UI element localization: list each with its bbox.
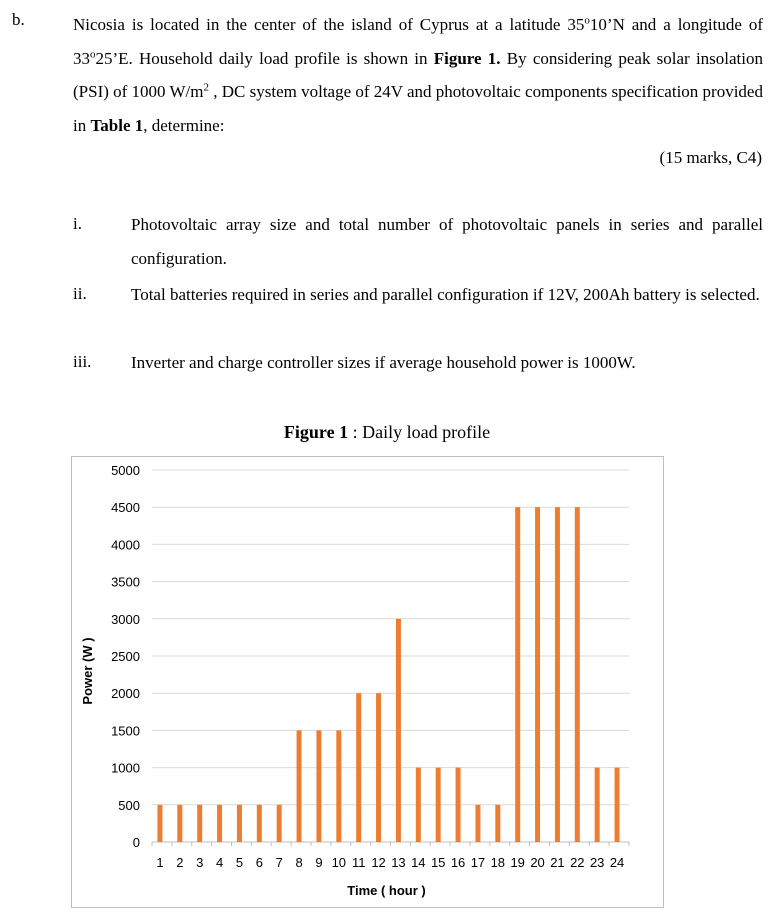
x-tick-label: 14 — [411, 855, 426, 870]
question-label: b. — [12, 10, 25, 29]
x-tick-label: 18 — [490, 855, 506, 870]
figure-caption — [0, 422, 774, 443]
item-text-iii: Inverter and charge controller sizes if average household power is 1000W. — [131, 353, 636, 372]
x-tick-label: 6 — [255, 855, 263, 870]
y-tick-label: 4500 — [111, 500, 140, 516]
marks-label: (15 marks, C4) — [659, 148, 762, 167]
bar-hour-3 — [197, 805, 202, 842]
bar-hour-13 — [396, 619, 401, 842]
item-number-i: i. — [73, 214, 82, 233]
item-number-iii: iii. — [73, 352, 92, 371]
bar-hour-12 — [376, 693, 381, 842]
item-text-ii: Total batteries required in series and parallel configuration if 12V, 200Ah battery is selected. — [131, 285, 760, 304]
bar-hour-6 — [257, 805, 262, 842]
bar-hour-18 — [495, 805, 500, 842]
bar-hour-21 — [555, 507, 560, 842]
figure-caption-label: Figure 1 — [283, 422, 349, 442]
y-tick-label: 4000 — [111, 537, 140, 553]
bar-hour-9 — [316, 730, 321, 842]
bar-hour-10 — [336, 730, 341, 842]
bar-hour-19 — [515, 507, 520, 842]
x-tick-label: 1 — [156, 855, 164, 870]
bar-hour-22 — [575, 507, 580, 842]
bar-hour-5 — [237, 805, 242, 842]
x-tick-label: 8 — [295, 855, 303, 870]
para-text-5: , DC system voltage of 24V and photovoltaic components specification provided in — [73, 82, 763, 135]
x-tick-label: 7 — [275, 855, 283, 870]
x-tick-label: 16 — [450, 855, 466, 870]
x-tick-label: 4 — [215, 855, 224, 870]
bar-hour-14 — [416, 768, 421, 842]
y-tick-label: 5000 — [111, 463, 140, 478]
x-tick-label: 21 — [550, 855, 565, 870]
figure-reference: Figure 1. — [433, 48, 501, 68]
x-tick-label: 20 — [530, 855, 545, 870]
para-text-3: 25’E. Household daily load profile is shown in — [95, 48, 434, 68]
y-tick-label: 2500 — [111, 649, 140, 664]
bar-hour-23 — [595, 768, 600, 842]
x-tick-label: 17 — [470, 855, 486, 870]
x-tick-label: 19 — [510, 855, 525, 870]
item-text-i: Photovoltaic array size and total number of photovoltaic panels in series and parallel configuration. — [131, 215, 763, 268]
bar-hour-1 — [157, 805, 162, 842]
x-tick-label: 11 — [351, 855, 366, 870]
x-tick-label: 22 — [570, 855, 585, 870]
chart-frame — [71, 456, 664, 908]
bar-hour-7 — [277, 805, 282, 842]
bar-hour-24 — [615, 768, 620, 842]
x-tick-label: 10 — [331, 855, 347, 870]
bar-hour-8 — [297, 730, 302, 842]
item-number-ii: ii. — [73, 284, 87, 303]
para-text-1: Nicosia is located in the center of the island of Cyprus at a latitude 35 — [73, 15, 585, 34]
bar-hour-4 — [217, 805, 222, 842]
superscript-2: 2 — [203, 81, 209, 94]
para-text-6: , determine: — [143, 115, 225, 135]
bar-hour-20 — [535, 507, 540, 842]
bar-hour-2 — [177, 805, 182, 842]
y-tick-label: 3000 — [111, 611, 140, 627]
y-tick-label: 2000 — [111, 686, 140, 702]
y-axis-label: Power (W ) — [80, 637, 95, 705]
x-tick-label: 9 — [315, 855, 323, 870]
x-axis-label: Time ( hour ) — [347, 883, 426, 898]
daily-load-chart — [72, 457, 663, 907]
bar-hour-17 — [475, 805, 480, 842]
y-tick-label: 1000 — [111, 760, 140, 776]
degree-symbol-1: o — [584, 14, 590, 27]
x-tick-label: 5 — [235, 855, 244, 870]
x-tick-label: 13 — [391, 855, 406, 870]
x-tick-label: 24 — [609, 855, 625, 870]
figure-caption-text: : Daily load profile — [348, 422, 491, 442]
x-tick-label: 3 — [196, 855, 204, 870]
y-tick-label: 500 — [118, 797, 140, 813]
x-tick-label: 2 — [176, 855, 184, 870]
bar-hour-16 — [456, 768, 461, 842]
para-text-2: 10’N and a longitude of 33 — [73, 15, 764, 68]
bar-hour-11 — [356, 693, 361, 842]
para-text-4: By considering peak solar insolation (PSI) of 1000 W/m — [73, 48, 763, 101]
x-tick-label: 15 — [430, 855, 446, 870]
table-reference: Table 1 — [90, 115, 144, 135]
y-tick-label: 0 — [132, 835, 140, 850]
y-tick-label: 3500 — [111, 574, 140, 590]
question-paragraph — [73, 8, 763, 142]
y-tick-label: 1500 — [111, 723, 140, 739]
x-tick-label: 23 — [589, 855, 605, 870]
bar-hour-15 — [436, 768, 441, 842]
x-tick-label: 12 — [371, 855, 386, 870]
degree-symbol-2: o — [90, 47, 96, 60]
